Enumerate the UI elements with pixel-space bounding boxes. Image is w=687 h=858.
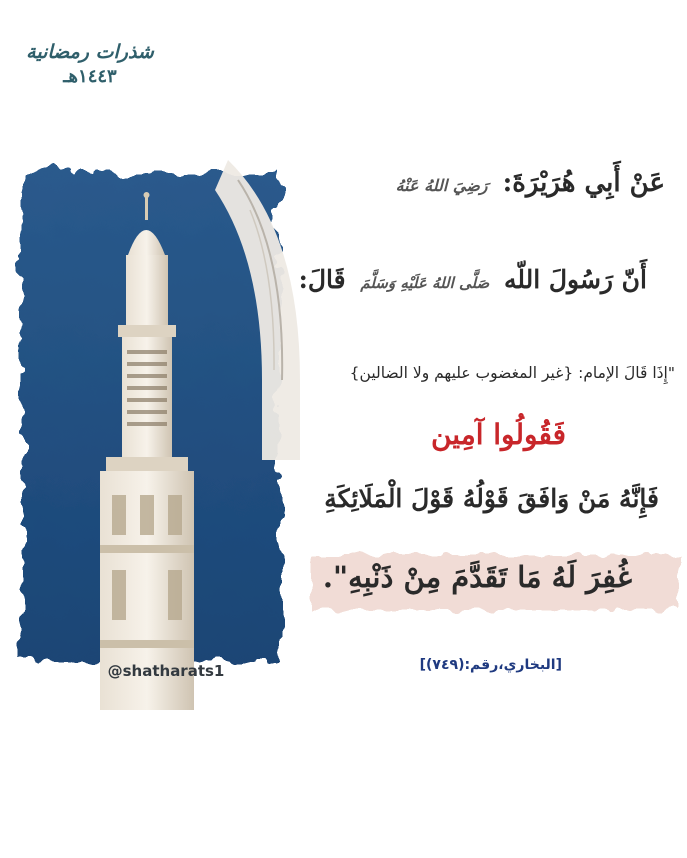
minaret-photo xyxy=(0,150,310,710)
social-handle: @shatharats1 xyxy=(107,662,225,680)
messenger-text: أَنّ رَسُولَ اللّه xyxy=(503,265,647,294)
agreement-line: فَإِنَّهُ مَنْ وَافَقَ قَوْلُهُ قَوْلَ الْمَلَائِكَةِ xyxy=(324,484,659,513)
imam-line: "إِذَا قَالَ الإمام: {غير المغضوب عليهم ولا الضالين} xyxy=(349,364,675,382)
narrator-text: عَنْ أَبِي هُرَيْرَةَ: xyxy=(502,168,665,198)
forgiven-line: غُفِرَ لَهُ مَا تَقَدَّمَ مِنْ ذَنْبِهِ". xyxy=(322,560,632,594)
say-amen-line: فَقُولُوا آمِين xyxy=(430,418,567,451)
messenger-line xyxy=(299,265,647,294)
narrator-line xyxy=(390,168,665,198)
said-text: قَالَ: xyxy=(298,265,346,294)
narrator-honorific: رَضِيَ اللهُ عَنْهُ xyxy=(395,176,488,195)
messenger-honorific: صَلَّى اللهُ عَلَيْهِ وَسَلَّمَ xyxy=(360,274,490,292)
brand-year: ١٤٤٣هـ xyxy=(63,66,117,87)
source-citation: [البخاري،رقم:(٧٤٩)] xyxy=(419,657,562,673)
brand-title: شذرات رمضانية xyxy=(26,41,154,63)
brand-logo xyxy=(10,40,170,88)
